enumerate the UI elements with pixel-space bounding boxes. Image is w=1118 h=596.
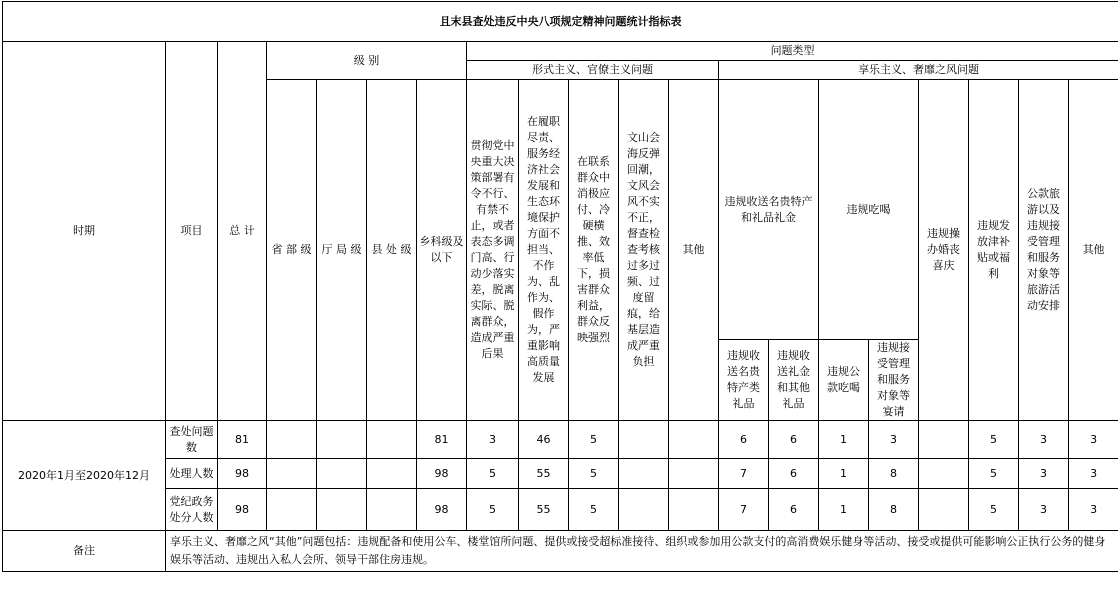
value-cell: 5 — [467, 459, 519, 489]
header-formalism-group: 形式主义、官僚主义问题 — [467, 61, 719, 80]
header-hedonism-item: 违规操办婚丧喜庆 — [919, 80, 969, 421]
value-cell: 3 — [1019, 421, 1069, 459]
header-level-group: 级 别 — [267, 42, 467, 80]
value-cell: 6 — [769, 489, 819, 531]
table-row — [3, 459, 1118, 489]
value-cell: 1 — [819, 459, 869, 489]
header-hedonism-group: 享乐主义、奢靡之风问题 — [719, 61, 1118, 80]
value-cell — [619, 421, 669, 459]
header-formalism-item: 在联系群众中消极应付、冷硬横推、效率低下，损害群众利益，群众反映强烈 — [569, 80, 619, 421]
value-cell: 55 — [519, 459, 569, 489]
header-dining-group: 违规吃喝 — [819, 80, 919, 340]
value-cell — [669, 421, 719, 459]
value-cell — [619, 459, 669, 489]
note-row — [3, 531, 1118, 572]
value-cell: 3 — [1069, 421, 1118, 459]
header-formalism-item: 在履职尽责、服务经济社会发展和生态环境保护方面不担当、不作为、乱作为、假作为，严重影响高质量发展 — [519, 80, 569, 421]
value-cell: 6 — [769, 421, 819, 459]
note-label: 备注 — [3, 531, 166, 572]
header-dining-item: 违规公款吃喝 — [819, 340, 869, 421]
value-cell: 1 — [819, 421, 869, 459]
value-cell: 1 — [819, 489, 869, 531]
value-cell: 98 — [417, 459, 467, 489]
value-cell: 55 — [519, 489, 569, 531]
statistics-table — [2, 1, 1118, 572]
header-gift-item: 违规收送名贵特产类礼品 — [719, 340, 769, 421]
value-cell: 98 — [218, 489, 267, 531]
header-gift-item: 违规收送礼金和其他礼品 — [769, 340, 819, 421]
value-cell: 8 — [869, 489, 919, 531]
value-cell — [267, 421, 317, 459]
value-cell — [367, 489, 417, 531]
value-cell: 81 — [218, 421, 267, 459]
header-level: 省 部 级 — [267, 80, 317, 421]
item-cell: 党纪政务处分人数 — [166, 489, 218, 531]
value-cell: 3 — [467, 421, 519, 459]
header-gift-group: 违规收送名贵特产和礼品礼金 — [719, 80, 819, 340]
value-cell: 7 — [719, 489, 769, 531]
value-cell — [367, 421, 417, 459]
value-cell: 3 — [1069, 459, 1118, 489]
value-cell — [317, 489, 367, 531]
item-cell: 查处问题数 — [166, 421, 218, 459]
value-cell — [919, 421, 969, 459]
header-problem-type: 问题类型 — [467, 42, 1118, 61]
item-cell: 处理人数 — [166, 459, 218, 489]
value-cell: 7 — [719, 459, 769, 489]
value-cell — [669, 489, 719, 531]
header-period: 时期 — [3, 42, 166, 421]
table-title: 且末县查处违反中央八项规定精神问题统计指标表 — [3, 2, 1118, 42]
period-cell: 2020年1月至2020年12月 — [3, 421, 166, 531]
header-level: 县 处 级 — [367, 80, 417, 421]
value-cell: 3 — [1019, 489, 1069, 531]
header-hedonism-item: 违规发放津补贴或福利 — [969, 80, 1019, 421]
header-level: 乡科级及以下 — [417, 80, 467, 421]
note-text: 享乐主义、奢靡之风“其他”问题包括：违规配备和使用公车、楼堂馆所问题、提供或接受超标准接待、组织或参加用公款支付的高消费娱乐健身等活动、接受或提供可能影响公正执行公务的健身娱乐等活动、违规出入私人会所、领导干部住房违规。 — [166, 531, 1118, 572]
header-hedonism-item: 公款旅游以及违规接受管理和服务对象等旅游活动安排 — [1019, 80, 1069, 421]
value-cell — [367, 459, 417, 489]
value-cell — [267, 489, 317, 531]
header-total: 总 计 — [218, 42, 267, 421]
value-cell: 5 — [969, 489, 1019, 531]
value-cell — [919, 489, 969, 531]
value-cell: 8 — [869, 459, 919, 489]
value-cell — [619, 489, 669, 531]
value-cell: 98 — [218, 459, 267, 489]
header-level: 厅 局 级 — [317, 80, 367, 421]
value-cell — [267, 459, 317, 489]
value-cell — [919, 459, 969, 489]
value-cell: 81 — [417, 421, 467, 459]
header-item: 项目 — [166, 42, 218, 421]
value-cell: 5 — [969, 459, 1019, 489]
table-row — [3, 489, 1118, 531]
value-cell — [317, 459, 367, 489]
value-cell: 6 — [719, 421, 769, 459]
value-cell: 6 — [769, 459, 819, 489]
value-cell: 5 — [467, 489, 519, 531]
value-cell: 98 — [417, 489, 467, 531]
value-cell: 3 — [869, 421, 919, 459]
value-cell — [317, 421, 367, 459]
header-formalism-item: 其他 — [669, 80, 719, 421]
value-cell: 5 — [569, 459, 619, 489]
header-dining-item: 违规接受管理和服务对象等宴请 — [869, 340, 919, 421]
value-cell: 5 — [969, 421, 1019, 459]
header-hedonism-item: 其他 — [1069, 80, 1118, 421]
value-cell: 5 — [569, 421, 619, 459]
table-row — [3, 421, 1118, 459]
value-cell: 3 — [1069, 489, 1118, 531]
value-cell: 3 — [1019, 459, 1069, 489]
value-cell: 5 — [569, 489, 619, 531]
header-formalism-item: 贯彻党中央重大决策部署有令不行、有禁不止，或者表态多调门高、行动少落实差，脱离实际、脱离群众，造成严重后果 — [467, 80, 519, 421]
header-formalism-item: 文山会海反弹回潮，文风会风不实不正，督查检查考核过多过频、过度留痕，给基层造成严重负担 — [619, 80, 669, 421]
value-cell: 46 — [519, 421, 569, 459]
value-cell — [669, 459, 719, 489]
